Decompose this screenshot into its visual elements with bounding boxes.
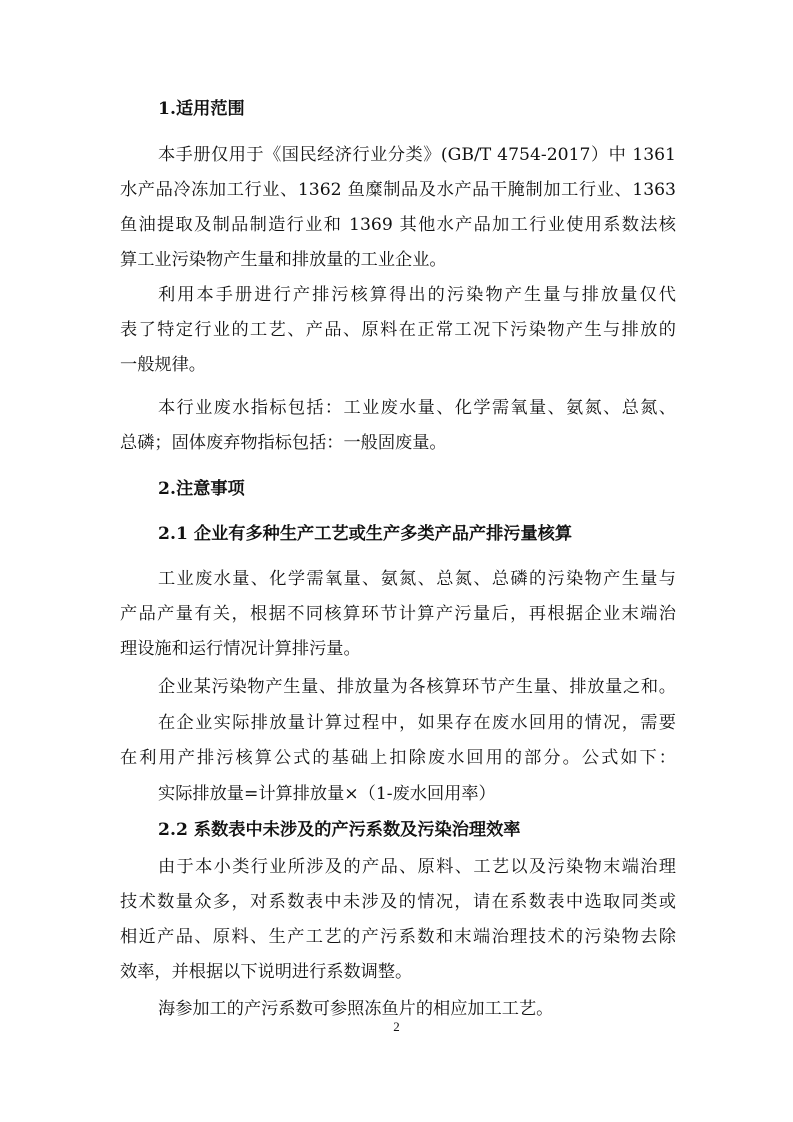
paragraph-line: 工业废水量、化学需氧量、氨氮、总氮、总磷的污染物产生量与 (158, 569, 676, 589)
paragraph-line: 利用本手册进行产排污核算得出的污染物产生量与排放量仅代 (158, 285, 676, 305)
subsection-2-2-heading: 2.2 系数表中未涉及的产污系数及污染治理效率 (158, 820, 521, 840)
formula: 实际排放量=计算排放量×（1-废水回用率） (158, 784, 496, 804)
subsection-2-1-heading: 2.1 企业有多种生产工艺或生产多类产品产排污量核算 (158, 524, 573, 544)
paragraph-line: 在利用产排污核算公式的基础上扣除废水回用的部分。公式如下： (120, 748, 676, 768)
paragraph-line: 表了特定行业的工艺、产品、原料在正常工况下污染物产生与排放的 (120, 320, 676, 340)
paragraph-line: 总磷；固体废弃物指标包括：一般固废量。 (120, 433, 447, 453)
paragraph-line: 水产品冷冻加工行业、1362 鱼糜制品及水产品干腌制加工行业、1363 (120, 180, 676, 200)
section-1-heading: 1.适用范围 (158, 99, 245, 119)
paragraph-line: 在企业实际排放量计算过程中，如果存在废水回用的情况，需要 (158, 713, 676, 733)
paragraph-line: 由于本小类行业所涉及的产品、原料、工艺以及污染物末端治理 (158, 857, 676, 877)
paragraph-line: 企业某污染物产生量、排放量为各核算环节产生量、排放量之和。 (158, 677, 676, 697)
paragraph-line: 海参加工的产污系数可参照冻鱼片的相应加工工艺。 (158, 999, 554, 1019)
paragraph-line: 算工业污染物产生量和排放量的工业企业。 (120, 250, 447, 270)
page-number: 2 (393, 1019, 400, 1034)
paragraph-line: 本行业废水指标包括：工业废水量、化学需氧量、氨氮、总氮、 (158, 398, 676, 418)
paragraph-line: 技术数量众多，对系数表中未涉及的情况，请在系数表中选取同类或 (120, 892, 676, 912)
paragraph-line: 一般规律。 (120, 355, 206, 375)
paragraph-line: 理设施和运行情况计算排污量。 (120, 639, 361, 659)
paragraph-line: 产品产量有关，根据不同核算环节计算产污量后，再根据企业末端治 (120, 604, 676, 624)
paragraph-line: 效率，并根据以下说明进行系数调整。 (120, 962, 413, 982)
paragraph-line: 鱼油提取及制品制造行业和 1369 其他水产品加工行业使用系数法核 (120, 215, 676, 235)
paragraph-line: 本手册仅用于《国民经济行业分类》(GB/T 4754-2017）中 1361 (158, 145, 676, 165)
section-2-heading: 2.注意事项 (158, 479, 245, 499)
paragraph-line: 相近产品、原料、生产工艺的产污系数和末端治理技术的污染物去除 (120, 927, 676, 947)
